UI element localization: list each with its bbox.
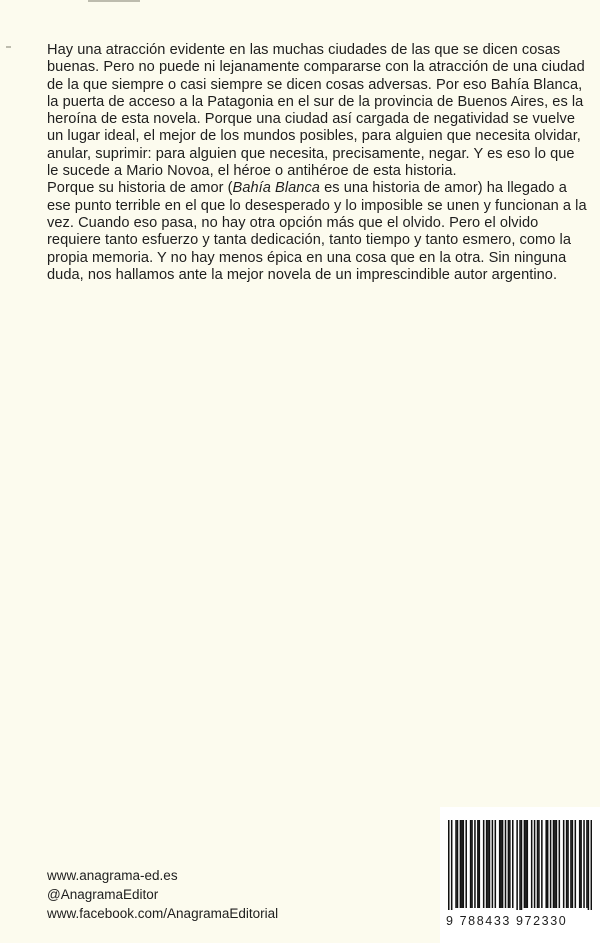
barcode-bar xyxy=(545,820,547,908)
barcode-bar xyxy=(455,820,457,908)
isbn-number: 9 788433 972330 xyxy=(446,914,568,928)
barcode-bar xyxy=(512,820,514,908)
barcode-bar xyxy=(553,820,555,908)
barcode-bar xyxy=(556,820,558,908)
barcode-bar xyxy=(502,820,504,908)
barcode-bar xyxy=(486,820,488,908)
synopsis-text xyxy=(47,42,587,284)
barcode-bar xyxy=(541,820,543,908)
barcode-bar xyxy=(554,820,556,908)
barcode-bar xyxy=(509,820,511,908)
barcode-bar xyxy=(588,820,590,910)
barcode-bar xyxy=(559,820,561,908)
barcode-bar xyxy=(575,820,577,908)
barcode-bars xyxy=(448,820,592,910)
barcode-bar xyxy=(474,820,476,908)
barcode-bar xyxy=(567,820,569,908)
barcode-bar xyxy=(461,820,463,908)
barcode-bar xyxy=(492,820,494,908)
text-run: Hay una atracción evidente en las muchas ciudades de las que se dicen cosas buenas. Pero no puede ni lejanamente compararse con la atracción de una ciudad de la que siempre o casi siempre se dicen cosas adversas. Por eso Bahía Blanca, la puerta de acceso a la Patagonia en el sur de la provincia de Buenos Aires, es la heroína de esta novela. Porque una ciudad así cargada de negatividad se vuelve un lugar ideal, el mejor de los mundos posibles, para alguien que necesita olvidar, anular, suprimir: para alguien que necesita, precisamente, negar. Y es eso lo que le sucede a Mario Novoa, el héroe o antihéroe de esta historia. xyxy=(47,42,585,180)
barcode-bar xyxy=(583,820,585,908)
barcode-bar xyxy=(591,820,592,910)
barcode-bar xyxy=(572,820,574,908)
barcode-bar xyxy=(516,820,518,910)
barcode-bar xyxy=(505,820,507,908)
website-link[interactable]: www.anagrama-ed.es xyxy=(47,868,178,883)
barcode-bar xyxy=(521,820,523,910)
barcode-bar xyxy=(586,820,588,908)
barcode-bar xyxy=(479,820,481,908)
barcode-bar xyxy=(487,820,489,908)
italic-title: Bahía Blanca xyxy=(232,180,320,197)
barcode-bar xyxy=(566,820,568,908)
barcode-bar xyxy=(483,820,485,908)
barcode-bar xyxy=(460,820,462,908)
facebook-link[interactable]: www.facebook.com/AnagramaEditorial xyxy=(47,906,279,921)
barcode-bar xyxy=(471,820,473,908)
barcode-bar xyxy=(538,820,540,908)
barcode-bar xyxy=(580,820,582,908)
barcode-bar xyxy=(537,820,539,908)
synopsis-paragraph-1 xyxy=(47,42,587,180)
text-run: es una historia de amor) ha llegado a ese punto terrible en el que lo desesperado y lo imposible se unen y funcionan a la vez. Cuando eso pasa, no hay otra opción más que el olvido. Pero el olvido requiere tanto esfuerzo y tanta dedicación, tanto tiempo y tanto esmero, como la propia memoria. Y no hay menos épica en una cosa que en la otra. Sin ninguna duda, nos hallamos ante la mejor novela de un imprescindible autor argentino. xyxy=(47,180,587,283)
publisher-contacts xyxy=(47,866,278,923)
scan-mark-left xyxy=(6,46,11,48)
barcode-bar xyxy=(531,820,533,908)
scan-mark-top xyxy=(88,0,140,2)
barcode-bar xyxy=(489,820,491,908)
barcode-bar xyxy=(495,820,497,908)
barcode-bar xyxy=(527,820,529,908)
barcode-bar xyxy=(463,820,465,908)
barcode-bar xyxy=(500,820,502,908)
barcode-bar xyxy=(465,820,467,908)
synopsis-paragraph-2 xyxy=(47,180,587,284)
barcode-bar xyxy=(524,820,526,908)
barcode-bar xyxy=(570,820,572,908)
isbn-barcode xyxy=(440,807,600,943)
barcode-bar xyxy=(477,820,479,908)
twitter-handle[interactable]: @AnagramaEditor xyxy=(47,887,159,902)
barcode-bar xyxy=(547,820,549,908)
barcode-bar xyxy=(550,820,552,908)
barcode-bar xyxy=(579,820,581,908)
text-run: Porque su historia de amor ( xyxy=(47,180,233,197)
barcode-bar xyxy=(534,820,536,908)
barcode-bar xyxy=(499,820,501,908)
barcode-bar xyxy=(448,820,450,910)
barcode-bar xyxy=(451,820,453,910)
barcode-bar xyxy=(563,820,565,908)
barcode-bar xyxy=(508,820,510,908)
barcode-bar xyxy=(519,820,521,910)
barcode-bar xyxy=(525,820,527,908)
barcode-bar xyxy=(457,820,459,908)
barcode-bar xyxy=(470,820,472,908)
